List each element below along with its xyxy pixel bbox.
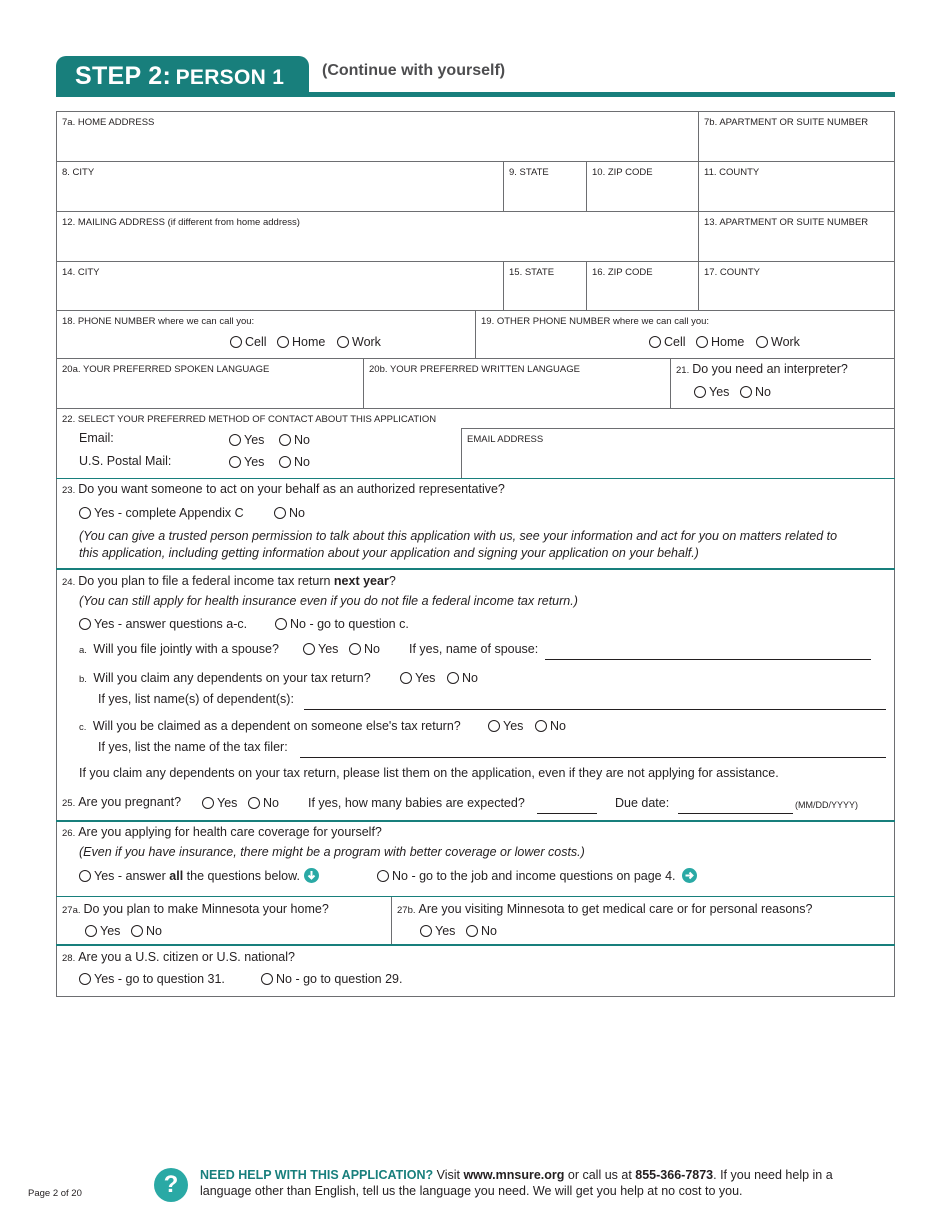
dependents-input[interactable] (304, 709, 886, 710)
state-label: 9. STATE (509, 167, 549, 178)
q24-section (56, 570, 895, 790)
due-date-format: (MM/DD/YYYY) (795, 800, 858, 810)
q24c-no[interactable]: No (535, 719, 566, 733)
radio-icon[interactable] (229, 434, 241, 446)
email-no[interactable]: No (279, 433, 310, 447)
phone-cell-option[interactable]: Cell (230, 335, 267, 349)
mailing-state-label: 15. STATE (509, 267, 555, 278)
written-language-label: 20b. YOUR PREFERRED WRITTEN LANGUAGE (369, 364, 580, 375)
q27b-no[interactable]: No (466, 924, 497, 938)
q26-no[interactable]: No - go to the job and income questions on page 4. (377, 868, 697, 883)
page-number: Page 2 of 20 (28, 1188, 82, 1199)
spoken-language-label: 20a. YOUR PREFERRED SPOKEN LANGUAGE (62, 364, 270, 375)
q23-note-line2: this application, including getting information about your application and signing your application on your behalf.) (79, 546, 699, 560)
radio-icon[interactable] (756, 336, 768, 348)
radio-icon[interactable] (279, 434, 291, 446)
mailing-state-field[interactable] (503, 261, 587, 311)
step-label: STEP 2: (75, 62, 172, 90)
radio-icon[interactable] (447, 672, 459, 684)
q28-question: 28. Are you a U.S. citizen or U.S. national? (62, 950, 295, 964)
interpreter-question: 21. Do you need an interpreter? (676, 362, 848, 376)
radio-icon[interactable] (229, 456, 241, 468)
other-phone-home-option[interactable]: Home (696, 335, 744, 349)
q24a-spouse-label: If yes, name of spouse: (409, 642, 539, 656)
radio-icon[interactable] (466, 925, 478, 937)
help-phone: 855-366-7873 (635, 1168, 714, 1182)
arrow-right-icon (682, 868, 697, 883)
q27a-question: 27a. Do you plan to make Minnesota your home? (62, 902, 329, 916)
county-field[interactable] (698, 161, 895, 212)
help-icon: ? (154, 1168, 188, 1202)
tax-filer-input[interactable] (300, 757, 886, 758)
mailing-address-label: 12. MAILING ADDRESS (if different from home address) (62, 217, 300, 228)
radio-icon[interactable] (377, 870, 389, 882)
q23-question: 23. Do you want someone to act on your behalf as an authorized representative? (62, 482, 505, 496)
phone-home-option[interactable]: Home (277, 335, 325, 349)
radio-icon[interactable] (740, 386, 752, 398)
radio-icon[interactable] (202, 797, 214, 809)
q23-yes[interactable]: Yes - complete Appendix C (79, 506, 244, 520)
spoken-language-field[interactable] (56, 358, 364, 409)
q26-section (56, 822, 895, 897)
radio-icon[interactable] (649, 336, 661, 348)
email-yes[interactable]: Yes (229, 433, 264, 447)
q23-note-line1: (You can give a trusted person permission to talk about this application with us, see your information and act for you on matters related to (79, 529, 838, 543)
zip-label: 10. ZIP CODE (592, 167, 653, 178)
q24-no[interactable]: No - go to question c. (275, 617, 409, 631)
radio-icon[interactable] (79, 870, 91, 882)
q24-question: 24. Do you plan to file a federal income tax return next year? (62, 574, 396, 588)
q27a-no[interactable]: No (131, 924, 162, 938)
arrow-down-icon (304, 868, 319, 883)
contact-method-label: 22. SELECT YOUR PREFERRED METHOD OF CONTACT ABOUT THIS APPLICATION (62, 414, 437, 425)
postal-yes[interactable]: Yes (229, 455, 264, 469)
radio-icon[interactable] (274, 507, 286, 519)
q27b-section (391, 897, 895, 945)
q26-question: 26. Are you applying for health care coverage for yourself? (62, 825, 382, 839)
q24a-yes[interactable]: Yes (303, 642, 338, 656)
home-address-field[interactable] (56, 111, 699, 162)
q27a-section (56, 897, 392, 945)
phone-work-option[interactable]: Work (337, 335, 381, 349)
radio-icon[interactable] (79, 973, 91, 985)
mailing-zip-label: 16. ZIP CODE (592, 267, 653, 278)
interpreter-field (670, 358, 895, 409)
q28-no[interactable]: No - go to question 29. (261, 972, 402, 986)
written-language-field[interactable] (363, 358, 671, 409)
help-text: NEED HELP WITH THIS APPLICATION? Visit www.mnsure.org or call us at 855-366-7873. If you need help in a language other than English, tell us the language you need. We will get you help at no cost to you. (200, 1168, 833, 1198)
mailing-city-field[interactable] (56, 261, 504, 311)
other-phone-label: 19. OTHER PHONE NUMBER where we can call you: (481, 316, 710, 327)
other-phone-cell-option[interactable]: Cell (649, 335, 686, 349)
babies-label: If yes, how many babies are expected? (308, 796, 525, 810)
mailing-zip-field[interactable] (586, 261, 699, 311)
q24-footer-note: If you claim any dependents on your tax return, please list them on the application, even if they are not applying for assistance. (79, 766, 779, 780)
q24c-yes[interactable]: Yes (488, 719, 523, 733)
postal-label: U.S. Postal Mail: (79, 454, 172, 468)
radio-icon[interactable] (696, 336, 708, 348)
interpreter-yes[interactable]: Yes (694, 385, 729, 399)
q27a-yes[interactable]: Yes (85, 924, 120, 938)
radio-icon[interactable] (79, 618, 91, 630)
mailing-county-label: 17. COUNTY (704, 267, 760, 278)
home-apt-field[interactable] (698, 111, 895, 162)
q24-yes[interactable]: Yes - answer questions a-c. (79, 617, 247, 631)
state-field[interactable] (503, 161, 587, 212)
q24b-question: b. Will you claim any dependents on your tax return? (79, 671, 371, 685)
radio-icon[interactable] (349, 643, 361, 655)
q24b-dependents-label: If yes, list name(s) of dependent(s): (98, 692, 294, 706)
q28-section (56, 946, 895, 997)
email-address-label: EMAIL ADDRESS (467, 434, 544, 445)
q24a-question: a. Will you file jointly with a spouse? (79, 642, 279, 656)
radio-icon[interactable] (694, 386, 706, 398)
q25-no[interactable]: No (248, 796, 279, 810)
radio-icon[interactable] (535, 720, 547, 732)
mailing-city-label: 14. CITY (62, 267, 100, 278)
email-label: Email: (79, 431, 114, 445)
radio-icon[interactable] (400, 672, 412, 684)
interpreter-no[interactable]: No (740, 385, 771, 399)
radio-icon[interactable] (277, 336, 289, 348)
home-address-label: 7a. HOME ADDRESS (62, 117, 155, 128)
city-field[interactable] (56, 161, 504, 212)
phone-label: 18. PHONE NUMBER where we can call you: (62, 316, 255, 327)
phone-field[interactable] (56, 310, 476, 359)
help-url-link[interactable]: www.mnsure.org (463, 1168, 565, 1182)
email-address-field[interactable] (461, 428, 895, 479)
q24a-no[interactable]: No (349, 642, 380, 656)
postal-no[interactable]: No (279, 455, 310, 469)
zip-field[interactable] (586, 161, 699, 212)
person-label: PERSON 1 (175, 66, 285, 89)
q24b-yes[interactable]: Yes (400, 671, 435, 685)
mailing-county-field[interactable] (698, 261, 895, 311)
radio-icon[interactable] (79, 507, 91, 519)
mailing-address-field[interactable] (56, 211, 699, 262)
radio-icon[interactable] (230, 336, 242, 348)
radio-icon[interactable] (337, 336, 349, 348)
q23-section (56, 479, 895, 569)
q26-note: (Even if you have insurance, there might be a program with better coverage or lower costs.) (79, 845, 585, 859)
q24b-no[interactable]: No (447, 671, 478, 685)
q27b-question: 27b. Are you visiting Minnesota to get medical care or for personal reasons? (397, 902, 813, 916)
radio-icon[interactable] (261, 973, 273, 985)
other-phone-work-option[interactable]: Work (756, 335, 800, 349)
other-phone-field[interactable] (475, 310, 895, 359)
q23-no[interactable]: No (274, 506, 305, 520)
county-label: 11. COUNTY (704, 167, 760, 178)
due-date-input[interactable] (678, 813, 793, 814)
radio-icon[interactable] (303, 643, 315, 655)
header-rule (56, 92, 895, 97)
radio-icon[interactable] (488, 720, 500, 732)
q27b-yes[interactable]: Yes (420, 924, 455, 938)
radio-icon[interactable] (275, 618, 287, 630)
radio-icon[interactable] (279, 456, 291, 468)
radio-icon[interactable] (131, 925, 143, 937)
mailing-apt-field[interactable] (698, 211, 895, 262)
q26-yes[interactable]: Yes - answer all the questions below. (79, 868, 319, 883)
q25-question: 25. Are you pregnant? (62, 795, 182, 809)
babies-count-input[interactable] (537, 813, 597, 814)
due-date-label: Due date: (615, 796, 670, 810)
q25-section (56, 789, 895, 821)
q28-yes[interactable]: Yes - go to question 31. (79, 972, 225, 986)
home-apt-label: 7b. APARTMENT OR SUITE NUMBER (704, 117, 869, 128)
q25-yes[interactable]: Yes (202, 796, 237, 810)
radio-icon[interactable] (248, 797, 260, 809)
q24-note: (You can still apply for health insurance even if you do not file a federal income tax return.) (79, 594, 578, 608)
radio-icon[interactable] (85, 925, 97, 937)
mailing-apt-label: 13. APARTMENT OR SUITE NUMBER (704, 217, 869, 228)
q24c-tax-filer-label: If yes, list the name of the tax filer: (98, 740, 288, 754)
step-subtitle: (Continue with yourself) (322, 62, 506, 79)
q24c-question: c. Will you be claimed as a dependent on someone else's tax return? (79, 719, 461, 733)
spouse-name-input[interactable] (545, 659, 871, 660)
city-label: 8. CITY (62, 167, 95, 178)
help-heading: NEED HELP WITH THIS APPLICATION? (200, 1168, 434, 1182)
step-heading (56, 56, 309, 93)
radio-icon[interactable] (420, 925, 432, 937)
